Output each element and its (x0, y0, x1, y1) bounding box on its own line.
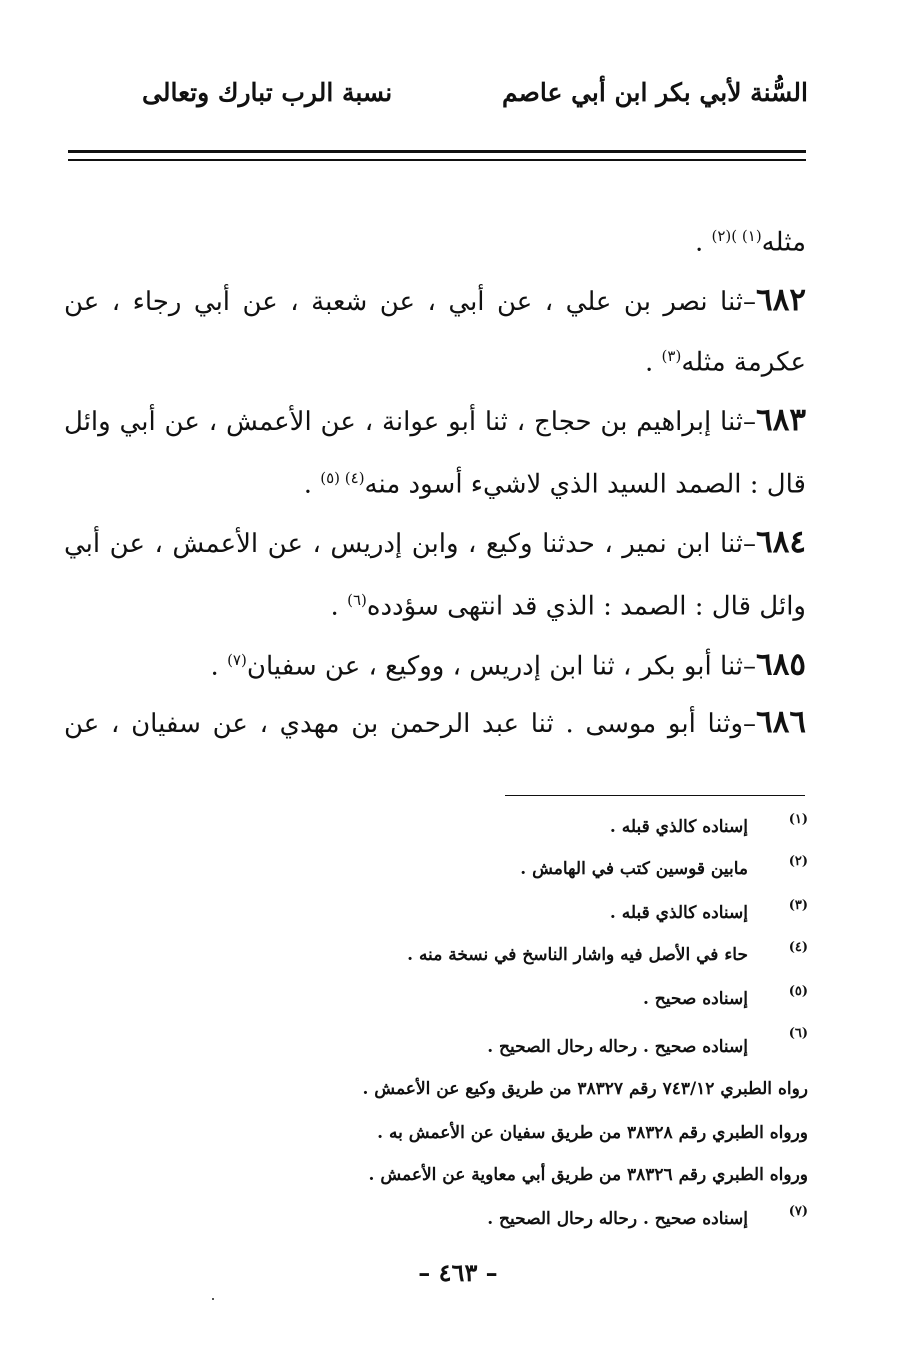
hadith-number: ٦٨٦ (756, 704, 806, 740)
hadith-number: ٦٨٥ (756, 646, 806, 683)
page-number: – ٤٦٣ – (418, 1258, 498, 1287)
footnote-mark: (٣) (788, 898, 808, 913)
footnote-mark: (٧) (788, 1204, 808, 1219)
hadith-685: ٦٨٥–ثنا أبو بكر ، ثنا ابن إدريس ، ووكيع ، عن سفيان$^{(٧)}$ . (210, 646, 806, 683)
footnote-mark: (٢) (788, 854, 808, 869)
text-line-1: مثله$^{(١) )(٢)}$ . (694, 227, 806, 258)
footnote-mark: (٥) (788, 984, 808, 999)
footnote-2: مابين قوسين كتب في الهامش . (520, 859, 748, 879)
footnote-6: إسناده صحيح . رحاله رحال الصحيح . (487, 1037, 748, 1057)
footnote-5: إسناده صحيح . (642, 989, 748, 1009)
footnote-1: إسناده كالذي قبله . (609, 817, 748, 837)
hadith-number: ٦٨٣ (756, 402, 806, 438)
footnote-6-continuation: ورواه الطبري رقم ٣٨٣٢٦ من طريق أبي معاوية عن الأعمش . (368, 1165, 808, 1185)
footnote-mark: (٦) (788, 1026, 808, 1041)
hadith-686: ٦٨٦–وثنا أبو موسى . ثنا عبد الرحمن بن مهدي ، عن سفيان ، عن (64, 704, 806, 740)
header-rule-thick (68, 150, 806, 153)
running-title: السُّنة لأبي بكر ابن أبي عاصم (501, 78, 808, 107)
footnote-7: إسناده صحيح . رحاله رحال الصحيح . (487, 1209, 748, 1229)
hadith-number: ٦٨٢ (756, 282, 806, 318)
footnote-3: إسناده كالذي قبله . (609, 903, 748, 923)
text-line-5: قال : الصمد السيد الذي لاشيء أسود منه$^{(٤) (٥)}$ . (303, 469, 806, 500)
hadith-number: ٦٨٤ (756, 524, 806, 560)
footnote-4: حاء في الأصل فيه واشار الناسخ في نسخة منه . (407, 945, 748, 965)
hadith-684: ٦٨٤–ثنا ابن نمير ، حدثنا وكيع ، وابن إدريس ، عن الأعمش ، عن أبي (64, 524, 806, 560)
footnote-mark: (٤) (788, 940, 808, 955)
text-line-7: وائل قال : الصمد : الذي قد انتهى سؤدده$^{(٦)}$ . (330, 591, 806, 622)
hadith-682: ٦٨٢–ثنا نصر بن علي ، عن أبي ، عن شعبة ، عن أبي رجاء ، عن (64, 282, 806, 318)
header-rule-thin (68, 159, 806, 161)
footnote-separator (505, 795, 805, 796)
chapter-title: نسبة الرب تبارك وتعالى (142, 78, 393, 107)
hadith-683: ٦٨٣–ثنا إبراهيم بن حجاج ، ثنا أبو عوانة ، عن الأعمش ، عن أبي وائل (64, 402, 806, 438)
footnote-6-continuation: رواه الطبري ٧٤٣/١٢ رقم ٣٨٣٢٧ من طريق وكيع عن الأعمش . (362, 1079, 808, 1099)
footnote-6-continuation: ورواه الطبري رقم ٣٨٣٢٨ من طريق سفيان عن الأعمش به . (377, 1123, 808, 1143)
text-line-3: عكرمة مثله$^{(٣)}$ . (645, 347, 806, 378)
scan-speck (212, 1298, 214, 1300)
footnote-mark: (١) (788, 812, 808, 827)
